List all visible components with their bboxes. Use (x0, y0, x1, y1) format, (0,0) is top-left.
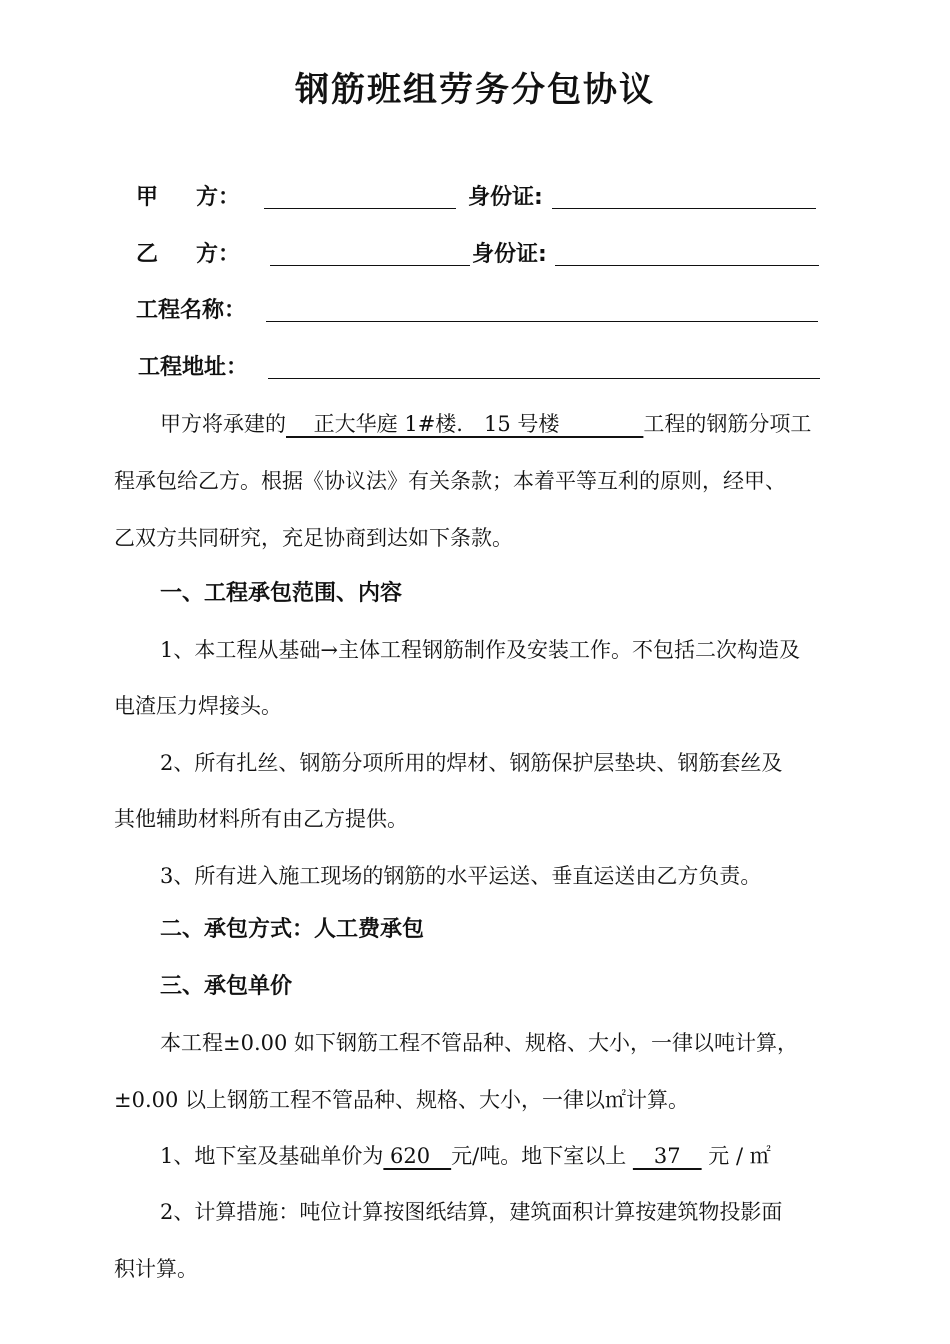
section-1-item-1-line-1: 1、本工程从基础→主体工程钢筋制作及安装工作。不包括二次构造及 (160, 638, 800, 662)
intro-line-2: 程承包给乙方。根据《协议法》有关条款；本着平等互利的原则，经甲、 (114, 469, 786, 493)
price-post: 元 / ㎡ (701, 1144, 771, 1168)
price-pre: 1、地下室及基础单价为 (160, 1144, 384, 1168)
section-3-item-2-line-1: 2、计算措施：吨位计算按图纸结算，建筑面积计算按建筑物投影面 (160, 1200, 783, 1224)
section-3-para-line-1: 本工程±0.00 如下钢筋工程不管品种、规格、大小，一律以吨计算， (160, 1031, 799, 1055)
price-base-value: 620 (383, 1144, 452, 1168)
party-b-label-char: 乙 (136, 242, 159, 267)
intro-line-1 (114, 408, 884, 440)
party-a-name-field[interactable] (264, 208, 456, 209)
project-name-label: 工程名称： (136, 298, 247, 323)
project-address-field[interactable] (268, 378, 820, 379)
section-3-price-line (114, 1140, 884, 1172)
party-a-id-field[interactable] (552, 208, 816, 209)
project-address-label: 工程地址： (138, 355, 249, 380)
section-1-heading: 一、工程承包范围、内容 (160, 581, 403, 606)
section-3-item-2-line-2: 积计算。 (114, 1257, 198, 1281)
party-b-label-suffix: 方： (195, 242, 240, 267)
intro-post: 工程的钢筋分项工 (643, 412, 812, 436)
price-mid: 元/吨。地下室以上 (451, 1144, 633, 1168)
party-a-label-char: 甲 (136, 185, 159, 210)
project-name-field[interactable] (266, 321, 818, 322)
section-3-para-line-2: ±0.00 以上钢筋工程不管品种、规格、大小，一律以㎡计算。 (114, 1088, 690, 1112)
party-b-id-label: 身份证: (472, 242, 547, 267)
section-1-item-2-line-1: 2、所有扎丝、钢筋分项所用的焊材、钢筋保护层垫块、钢筋套丝及 (160, 751, 783, 775)
intro-line-3: 乙双方共同研究，充足协商到达如下条款。 (114, 526, 513, 550)
party-b-label (136, 240, 240, 270)
party-b-id-field[interactable] (555, 265, 819, 266)
party-b-row (136, 240, 240, 270)
section-1-item-3: 3、所有进入施工现场的钢筋的水平运送、垂直运送由乙方负责。 (160, 864, 762, 888)
section-2-heading: 二、承包方式：人工费承包 (160, 917, 425, 942)
document-title: 钢筋班组劳务分包协议 (295, 70, 655, 110)
party-a-row (136, 183, 240, 213)
party-b-name-field[interactable] (270, 265, 470, 266)
section-1-item-1-line-2: 电渣压力焊接头。 (114, 694, 282, 718)
section-1-item-2-line-2: 其他辅助材料所有由乙方提供。 (114, 807, 408, 831)
party-a-label (136, 183, 240, 213)
intro-project: 正大华庭 1#楼. 15 号楼 (286, 412, 644, 436)
section-3-heading: 三、承包单价 (160, 974, 293, 999)
price-above-value: 37 (632, 1144, 702, 1168)
intro-pre: 甲方将承建的 (160, 412, 286, 436)
party-a-label-suffix: 方： (195, 185, 240, 210)
party-a-id-label: 身份证: (468, 185, 543, 210)
